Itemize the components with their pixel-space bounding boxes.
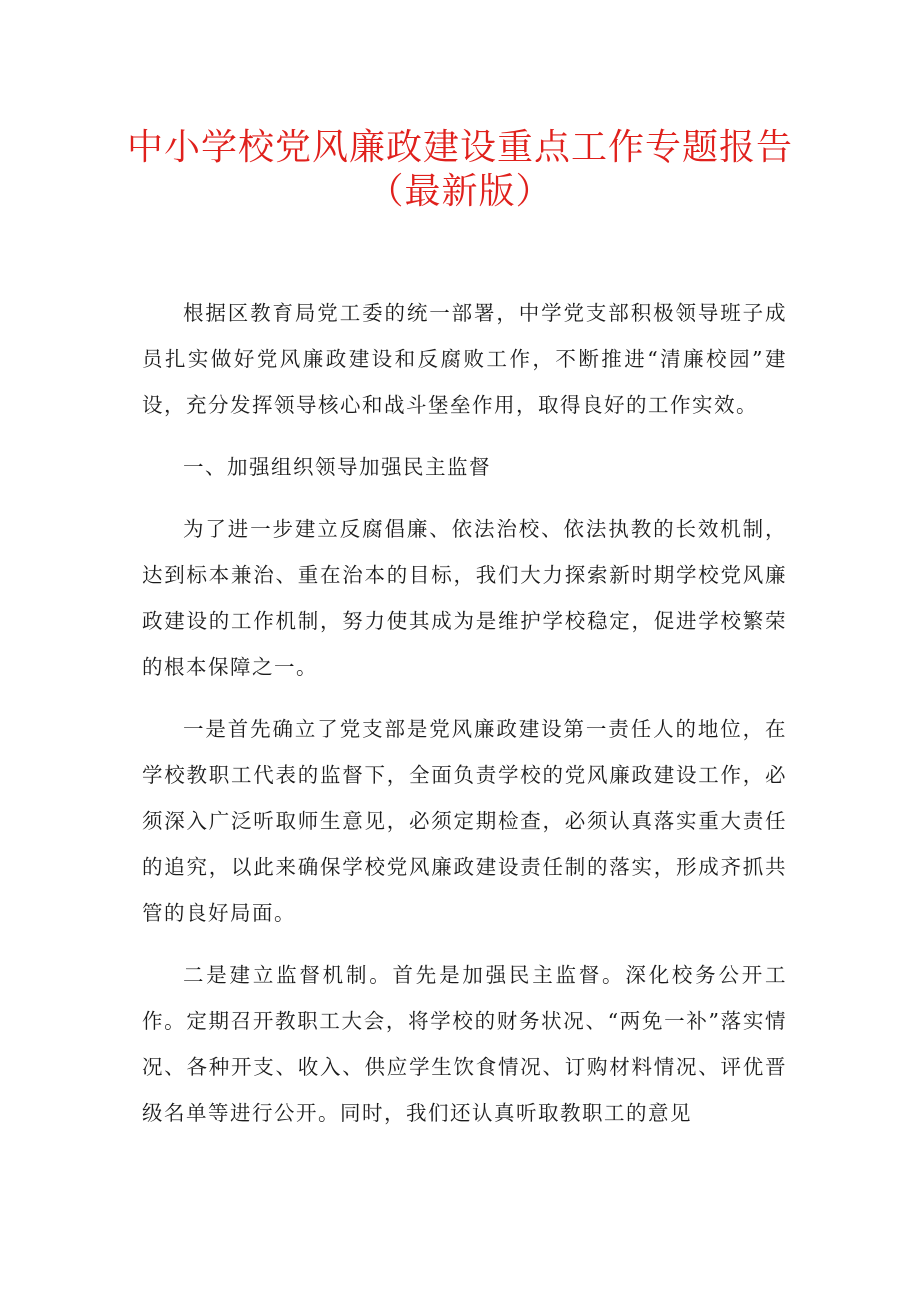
paragraph: 一是首先确立了党支部是党风廉政建设第一责任人的地位，在学校教职工代表的监督下，全面负责学校的党风廉政建设工作，必须深入广泛听取师生意见，必须定期检查，必须认真落实重大责任的追究，以此来确保学校党风廉政建设责任制的落实，形成齐抓共管的良好局面。 — [142, 717, 787, 925]
document-body — [142, 290, 787, 1152]
paragraph: 为了进一步建立反腐倡廉、依法治校、依法执教的长效机制，达到标本兼治、重在治本的目标，我们大力探索新时期学校党风廉政建设的工作机制，努力使其成为是维护学校稳定，促进学校繁荣的根本保障之一。 — [142, 517, 787, 679]
document-subtitle: （最新版） — [367, 171, 553, 212]
section-heading: 一、加强组织领导加强民主监督 — [183, 455, 491, 479]
paragraph: 二是建立监督机制。首先是加强民主监督。深化校务公开工作。定期召开教职工大会，将学校的财务状况、“两免一补”落实情况、各种开支、收入、供应学生饮食情况、订购材料情况、评优晋级名单等进行公开。同时，我们还认真听取教职工的意见 — [142, 963, 787, 1125]
paragraph-intro: 根据区教育局党工委的统一部署，中学党支部积极领导班子成员扎实做好党风廉政建设和反腐败工作，不断推进“清廉校园”建设，充分发挥领导核心和战斗堡垒作用，取得良好的工作实效。 — [142, 301, 787, 417]
document-title: 中小学校党风廉政建设重点工作专题报告 — [126, 127, 793, 168]
